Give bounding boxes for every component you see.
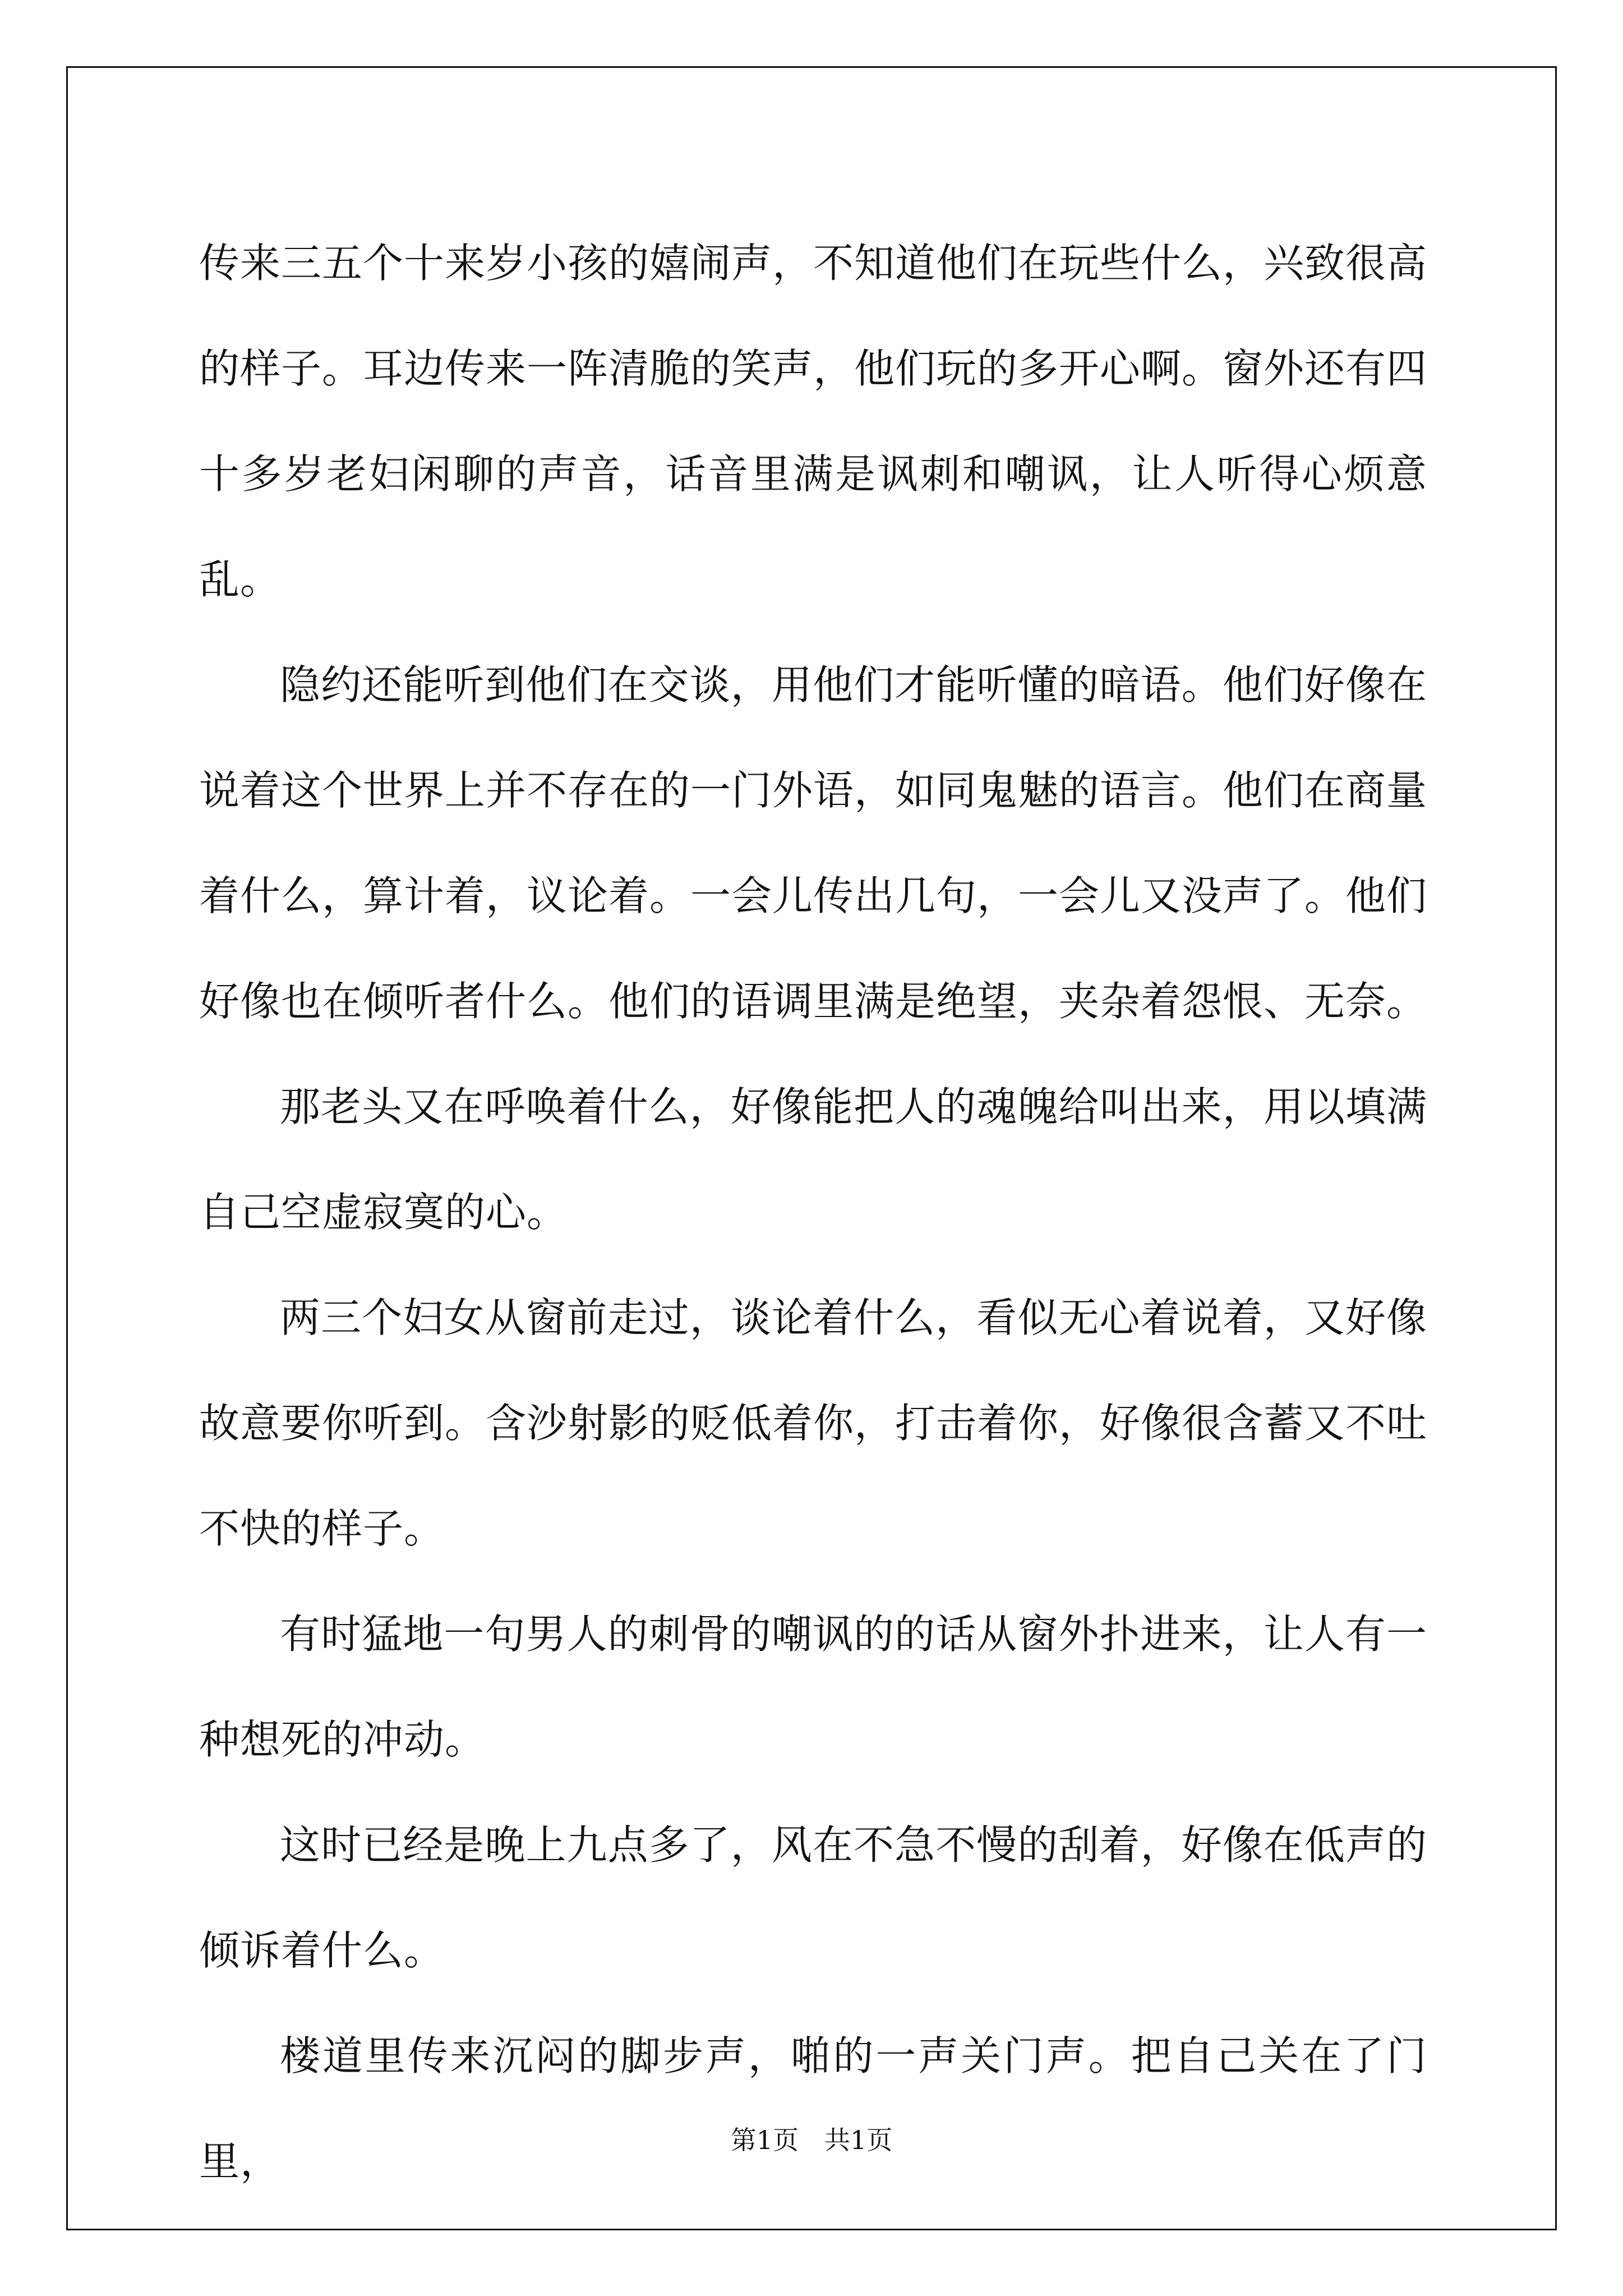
document-body — [199, 210, 1427, 2214]
paragraph-5: 有时猛地一句男人的刺骨的嘲讽的的话从窗外扑进来，让人有一种想死的冲动。 — [199, 1611, 1427, 1763]
paragraph-6: 这时已经是晚上九点多了，风在不急不慢的刮着，好像在低声的倾诉着什么。 — [199, 1821, 1427, 1974]
page-number: 第1页 — [730, 2125, 799, 2155]
page-total: 共1页 — [824, 2125, 893, 2155]
paragraph-3: 那老头又在呼唤着什么，好像能把人的魂魄给叫出来，用以填满自己空虚寂寞的心。 — [199, 1083, 1427, 1236]
paragraph-2: 隐约还能听到他们在交谈，用他们才能听懂的暗语。他们好像在说着这个世界上并不存在的一门外语，如同鬼魅的语言。他们在商量着什么，算计着，议论着。一会儿传出几句，一会儿又没声了。他们好像也在倾听者什么。他们的语调里满是绝望，夹杂着怨恨、无奈。 — [199, 661, 1428, 1025]
page-footer — [0, 2123, 1623, 2157]
paragraph-1: 传来三五个十来岁小孩的嬉闹声，不知道他们在玩些什么，兴致很高的样子。耳边传来一阵清脆的笑声，他们玩的多开心啊。窗外还有四十多岁老妇闲聊的声音，话音里满是讽刺和嘲讽，让人听得心烦意乱。 — [199, 240, 1428, 603]
paragraph-4: 两三个妇女从窗前走过，谈论着什么，看似无心着说着，又好像故意要你听到。含沙射影的贬低着你，打击着你，好像很含蓄又不吐不快的样子。 — [199, 1294, 1428, 1552]
paragraph-7: 楼道里传来沉闷的脚步声，啪的一声关门声。把自己关在了门里， — [199, 2032, 1427, 2185]
